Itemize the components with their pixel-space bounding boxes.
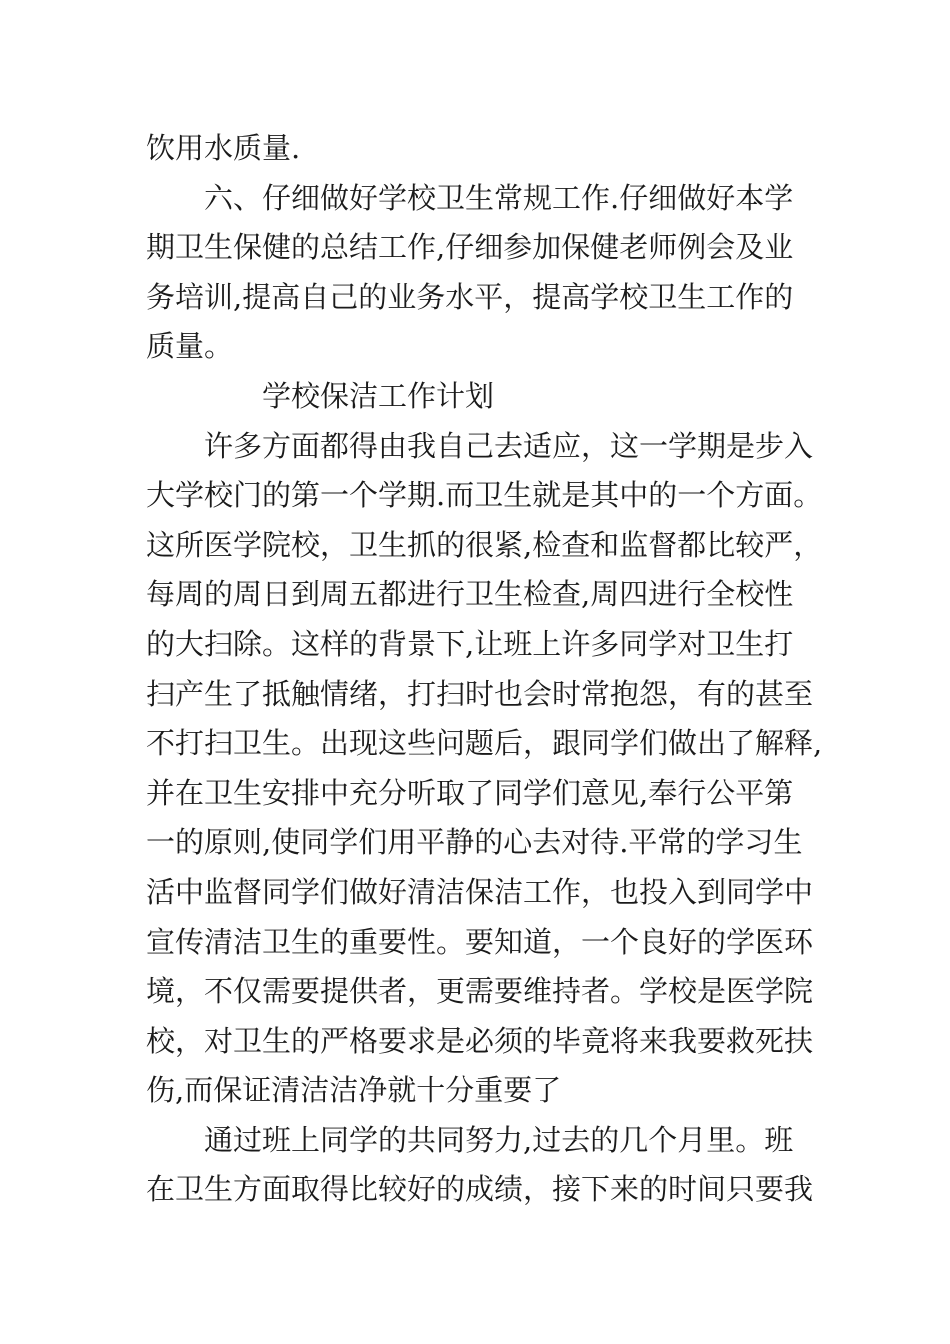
text-line: 一的原则,使同学们用平静的心去对待.平常的学习生 [146,825,803,860]
text-line: 大学校门的第一个学期.而卫生就是其中的一个方面。 [146,478,823,513]
text-line: 并在卫生安排中充分听取了同学们意见,奉行公平第 [146,775,794,810]
text-line: 宣传清洁卫生的重要性。要知道，一个良好的学医环 [146,924,814,959]
text-line: 不打扫卫生。出现这些问题后，跟同学们做出了解释, [146,726,823,761]
text-line: 这所医学院校，卫生抓的很紧,检查和监督都比较严， [146,527,823,562]
text-line: 活中监督同学们做好清洁保洁工作，也投入到同学中 [146,874,814,909]
text-line: 质量。 [146,329,234,364]
paragraph-start-line: 六、仔细做好学校卫生常规工作.仔细做好本学 [204,180,794,215]
text-line: 扫产生了抵触情绪，打扫时也会时常抱怨，有的甚至 [146,676,814,711]
paragraph-start-line: 许多方面都得由我自己去适应，这一学期是步入 [204,428,814,463]
text-line: 在卫生方面取得比较好的成绩，接下来的时间只要我 [146,1172,814,1207]
section-title: 学校保洁工作计划 [262,378,495,413]
text-line: 务培训,提高自己的业务水平，提高学校卫生工作的 [146,279,794,314]
text-line: 校，对卫生的严格要求是必须的毕竟将来我要救死扶 [146,1023,814,1058]
text-line: 境，不仅需要提供者，更需要维持者。学校是医学院 [146,974,814,1009]
text-line: 每周的周日到周五都进行卫生检查,周四进行全校性 [146,577,794,612]
text-line: 的大扫除。这样的背景下,让班上许多同学对卫生打 [146,626,794,661]
document-page [146,124,823,1215]
text-line: 伤,而保证清洁洁净就十分重要了 [146,1073,562,1108]
paragraph-start-line: 通过班上同学的共同努力,过去的几个月里。班 [204,1122,794,1157]
text-line: 期卫生保健的总结工作,仔细参加保健老师例会及业 [146,230,794,265]
text-line: 饮用水质量. [146,131,301,165]
